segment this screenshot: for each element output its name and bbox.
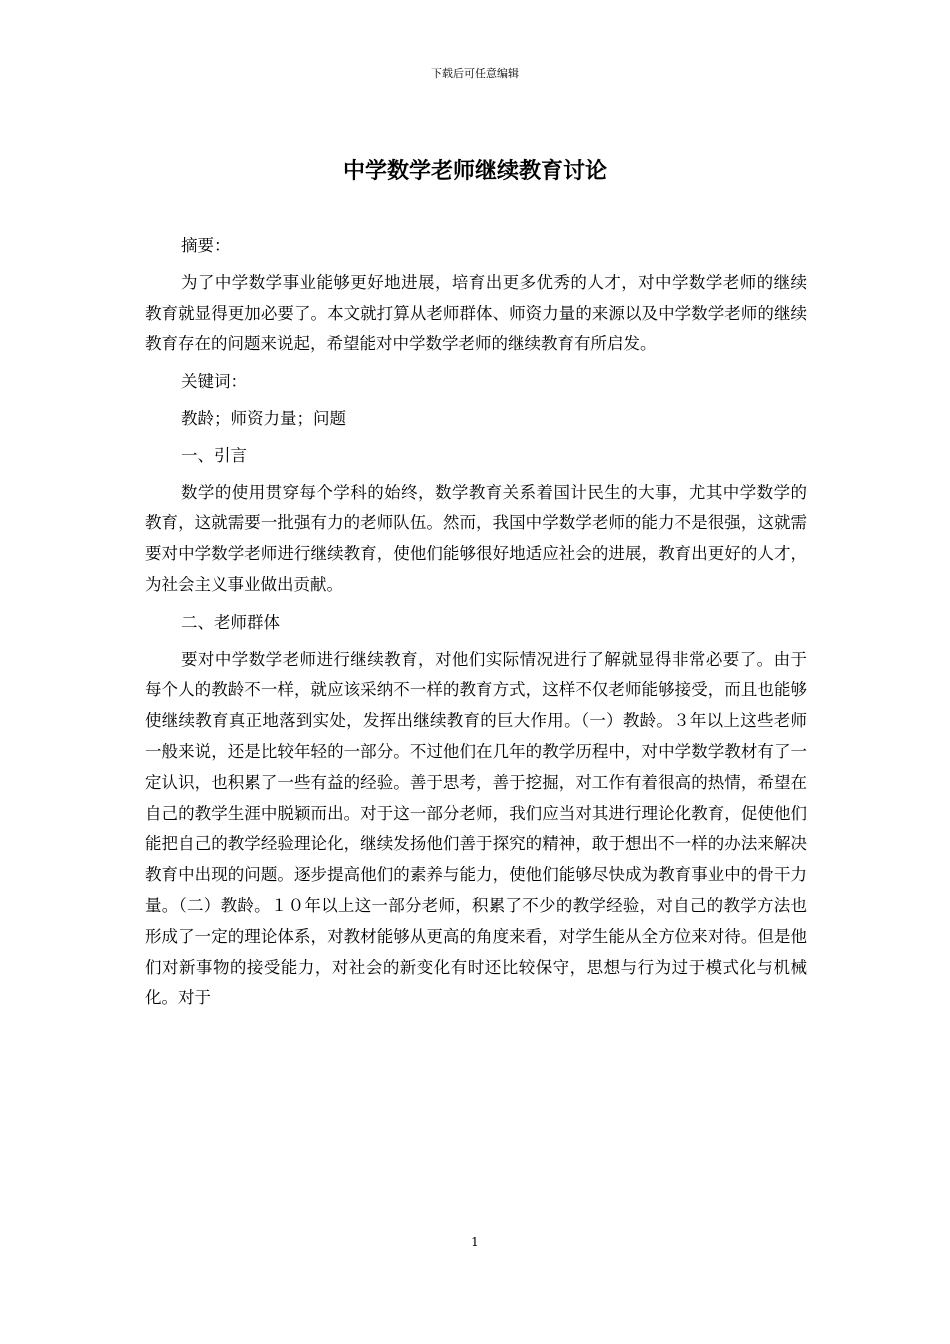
abstract-text: 为了中学数学事业能够更好地进展，培育出更多优秀的人才，对中学数学老师的继续教育就显得更加必要了。本文就打算从老师群体、师资力量的来源以及中学数学老师的继续教育存在的问题来说起，希望能对中学数学老师的继续教育有所启发。 bbox=[145, 272, 807, 354]
document-body bbox=[145, 231, 807, 1021]
section-heading-teacher-group: 二、老师群体 bbox=[181, 612, 280, 632]
section-text-introduction: 数学的使用贯穿每个学科的始终，数学教育关系着国计民生的大事，尤其中学数学的教育，这就需要一批强有力的老师队伍。然而，我国中学数学老师的能力不是很强，这就需要对中学数学老师进行继续教育，使他们能够很好地适应社会的进展，教育出更好的人才，为社会主义事业做出贡献。 bbox=[145, 482, 807, 594]
keywords-text: 教龄；师资力量；问题 bbox=[181, 408, 346, 428]
document-title: 中学数学老师继续教育讨论 bbox=[342, 158, 607, 184]
keywords-label: 关键词： bbox=[181, 372, 247, 392]
abstract-label: 摘要： bbox=[181, 236, 231, 255]
section-heading-introduction: 一、引言 bbox=[181, 445, 247, 465]
section-text-teacher-group: 要对中学数学老师进行继续教育，对他们实际情况进行了解就显得非常必要了。由于每个人的教龄不一样，就应该采纳不一样的教育方式，这样不仅老师能够接受，而且也能够使继续教育真正地落到实处，发挥出继续教育的巨大作用。（一）教龄。３年以上这些老师一般来说，还是比较年轻的一部分。不过他们在几年的教学历程中，对中学数学教材有了一定认识，也积累了一些有益的经验。善于思考，善于挖掘，对工作有着很高的热情，希望在自己的教学生涯中脱颖而出。对于这一部分老师，我们应当对其进行理论化教育，促使他们能把自己的教学经验理论化，继续发扬他们善于探究的精神，敢于想出不一样的办法来解决教育中出现的问题。逐步提高他们的素养与能力，使他们能够尽快成为教育事业中的骨干力量。（二）教龄。１０年以上这一部分老师，积累了不少的教学经验，对自己的教学方法也形成了一定的理论体系，对教材能够从更高的角度来看，对学生能从全方位来对待。但是他们对新事物的接受能力，对社会的新变化有时还比较保守，思想与行为过于模式化与机械化。对于 bbox=[145, 649, 807, 1008]
page-number: 1 bbox=[471, 1235, 479, 1249]
header-note: 下载后可任意编辑 bbox=[431, 67, 519, 80]
